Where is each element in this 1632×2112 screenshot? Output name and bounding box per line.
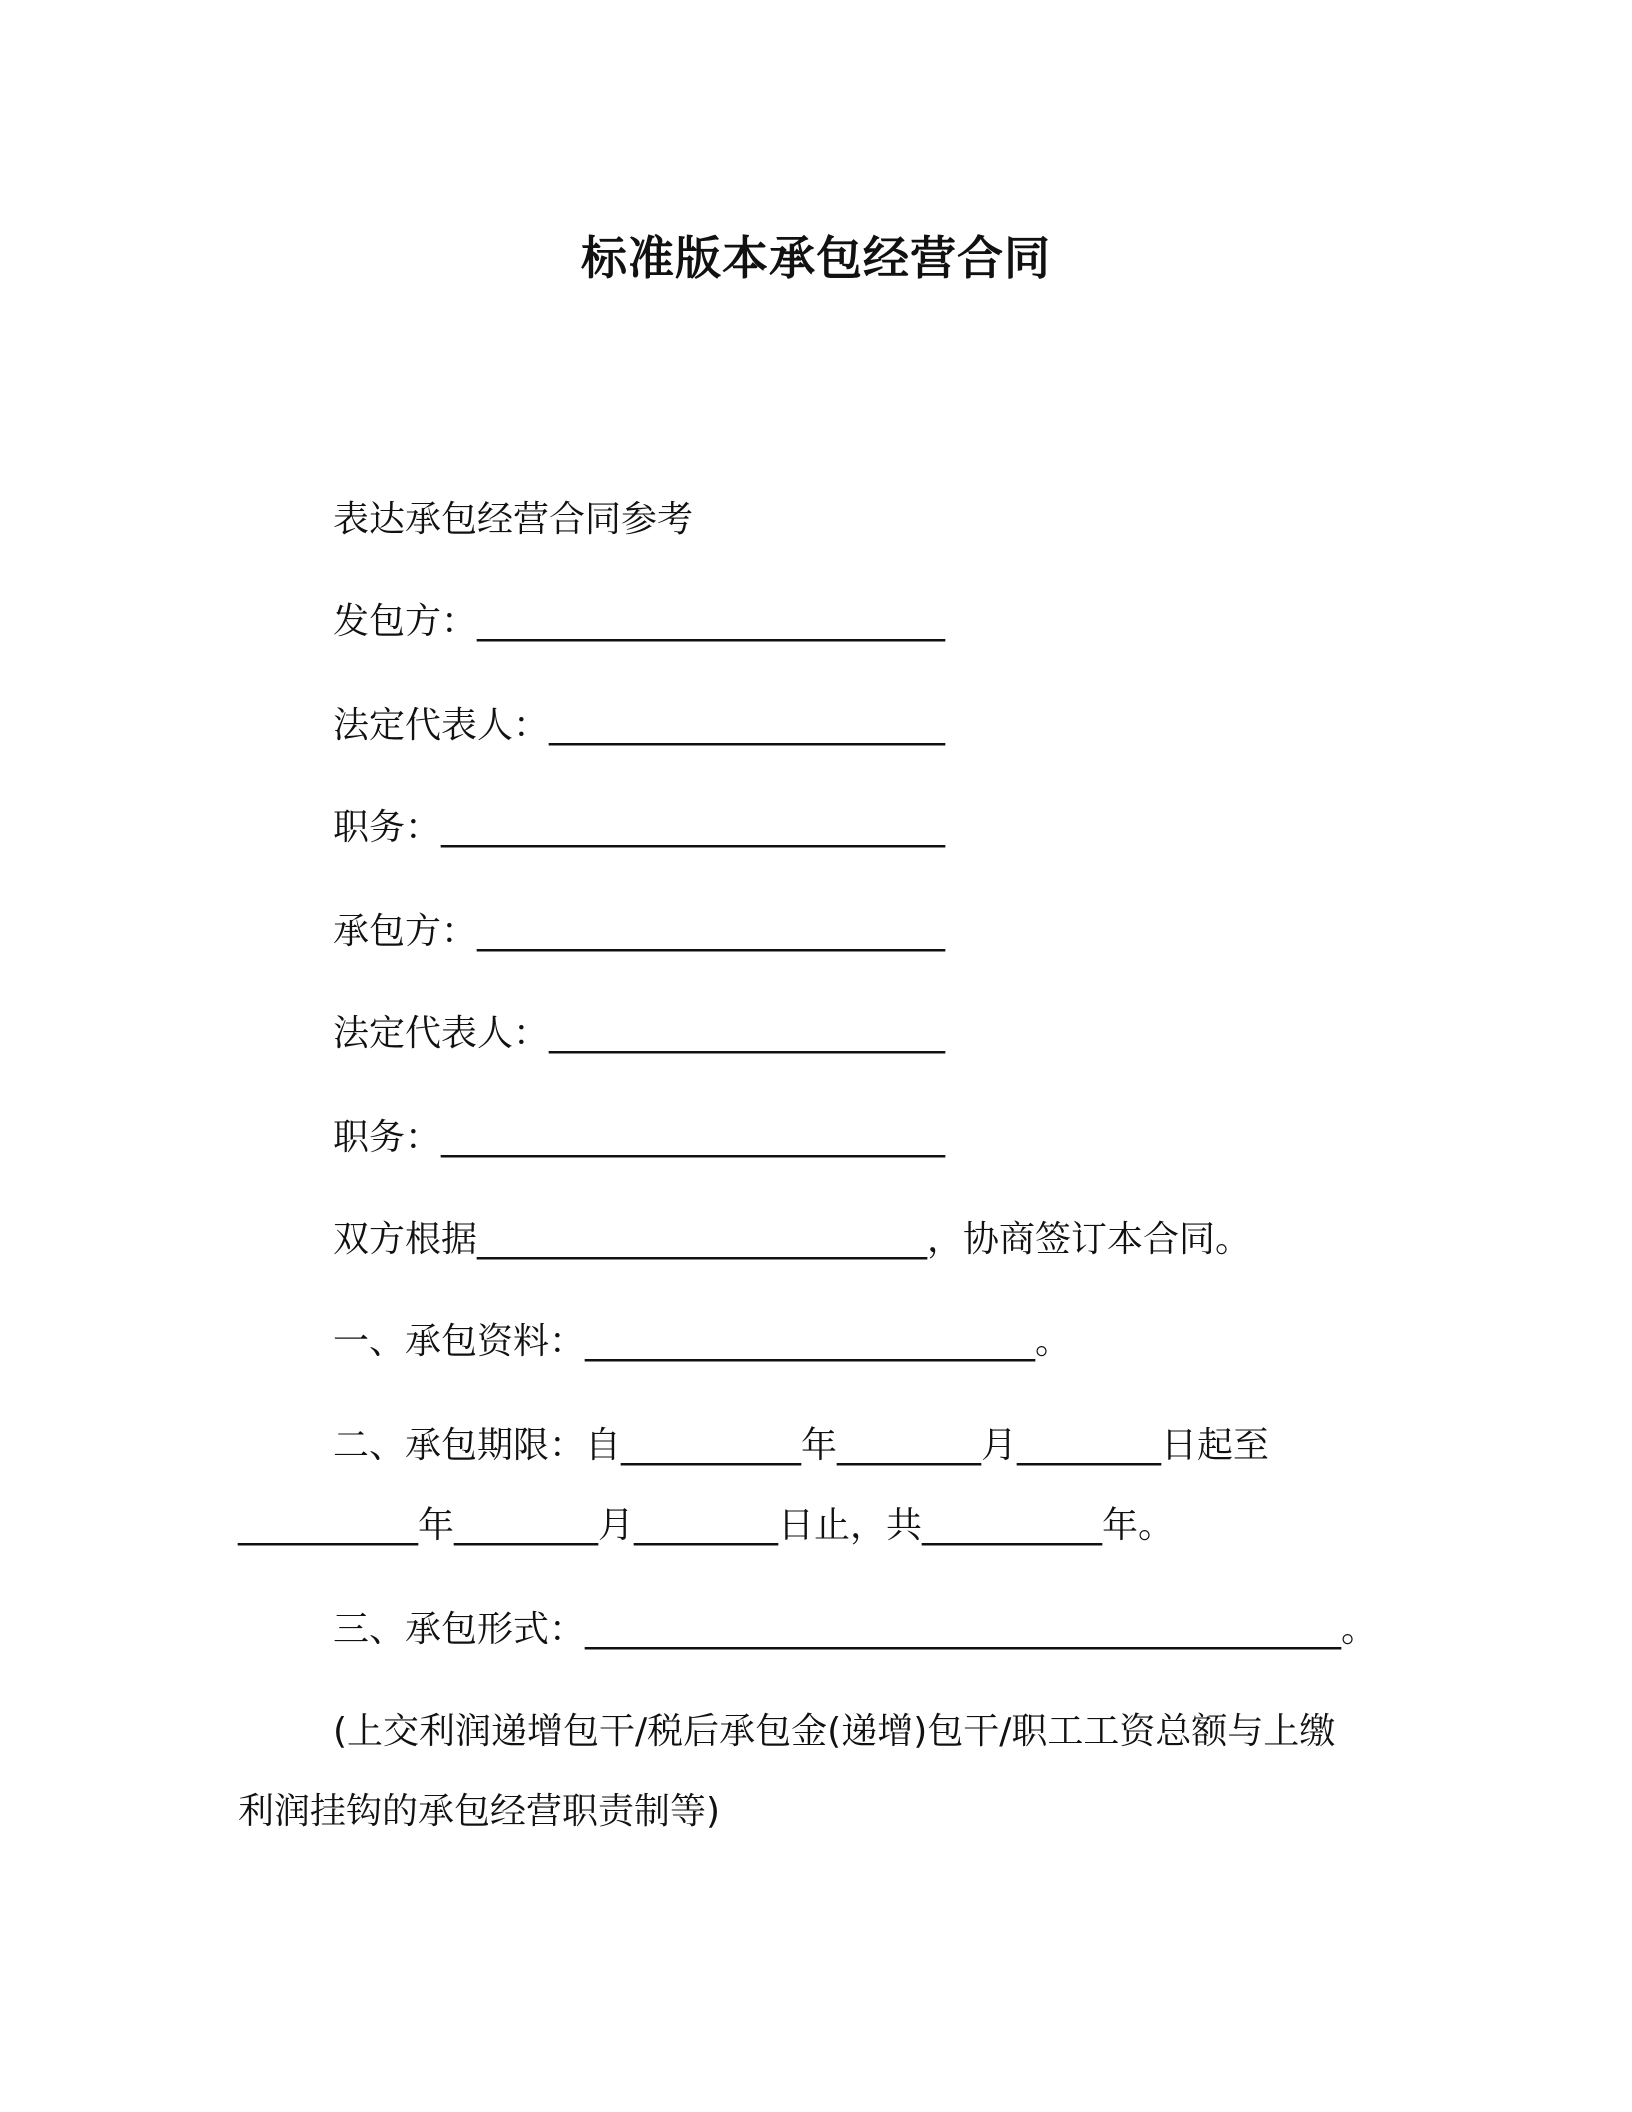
contractor-issuer-field: 发包方：__________________________ (333, 601, 946, 642)
clause-3-note-line-2: 利润挂钩的承包经营职责制等) (238, 1791, 721, 1832)
subtitle-reference: 表达承包经营合同参考 (333, 499, 694, 540)
document-title: 标准版本承包经营合同 (581, 231, 1051, 285)
clause-2-term-end: __________年________月________日止，共__________年。 (238, 1505, 1175, 1546)
issuer-position-field: 职务：____________________________ (333, 807, 946, 848)
clause-3-form: 三、承包形式：__________________________________________。 (333, 1609, 1378, 1650)
clause-1-content: 一、承包资料：_________________________。 (333, 1321, 1072, 1362)
clause-3-note-line-1: (上交利润递增包干/税后承包金(递增)包干/职工工资总额与上缴 (333, 1711, 1336, 1752)
clause-2-term-start: 二、承包期限：自__________年________月________日起至 (333, 1425, 1270, 1466)
contractor-position-field: 职务：____________________________ (333, 1117, 946, 1158)
contractor-field: 承包方：__________________________ (333, 911, 946, 952)
issuer-legal-rep-field: 法定代表人：______________________ (333, 705, 946, 746)
basis-clause: 双方根据_________________________，协商签订本合同。 (333, 1219, 1252, 1260)
contractor-legal-rep-field: 法定代表人：______________________ (333, 1013, 946, 1054)
